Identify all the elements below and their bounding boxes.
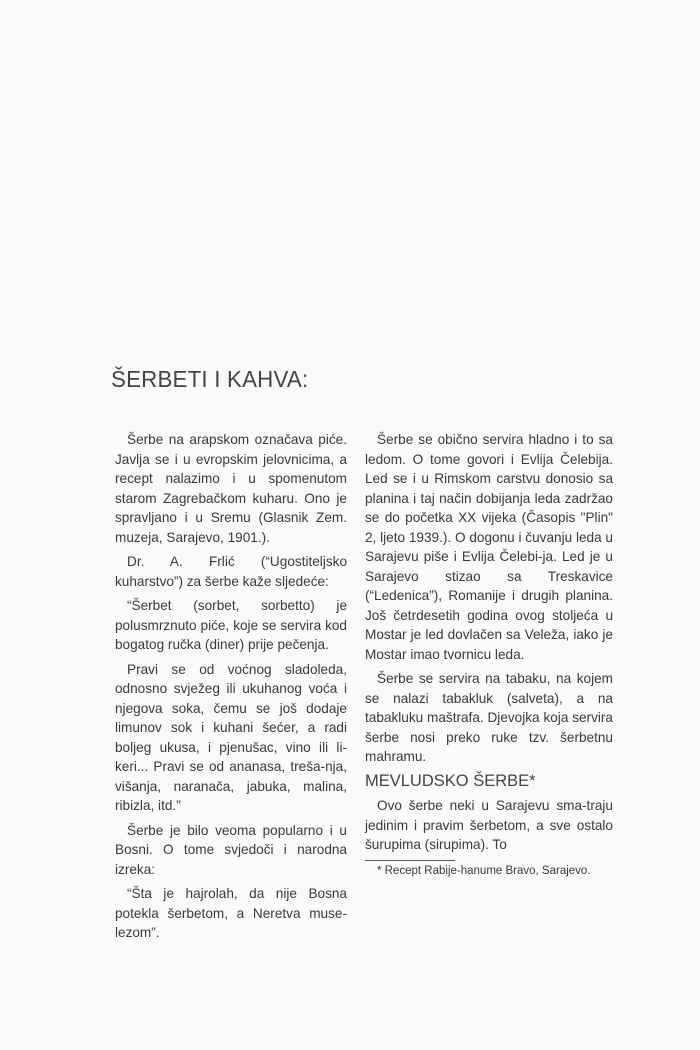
paragraph: Šerbe je bilo veoma popularno i u Bosni. O tome svjedoči i narodna izreka: xyxy=(115,822,347,877)
paragraph: Šerbe se servira na tabaku, na kojem se nalazi tabakluk (salveta), a na tabakluku maštrafa. Djevojka koja servira šerbe nosi preko ruke tzv. šerbetnu mahramu. xyxy=(365,671,613,764)
proverb-paragraph: “Šta je hajrolah, da nije Bosna potekla šerbetom, a Neretva muse-lezom”. xyxy=(115,886,347,940)
paragraph: Šerbe se obično servira hladno i to sa ledom. O tome govori i Evlija Čelebija. Led se i u Rimskom carstvu donosio sa planina i taj način dobijanja leda zadržao se do početka XX vijeka (Časopis "Plin" 2, ljeto 1939.). O dogonu i čuvanju leda u Sarajevu piše i Evlija Čelebi-ja. Led je u Sarajevo stizao sa Treskavice (“Ledenica”), Romanije i drugih planina. Još četrdesetih godina ovog stoljeća u Mostar je led dovlačen sa Veleža, iako je Mostar imao tvornicu leda. xyxy=(365,432,613,662)
quote-paragraph: “Šerbet (sorbet, sorbetto) je polusmrznuto piće, koje se servira kod bogatog ručka (diner) prije pečenja. xyxy=(115,598,347,652)
paragraph: Ovo šerbe neki u Sarajevu sma-traju jedinim i pravim šerbetom, a sve ostalo šurupima (sirupima). To xyxy=(365,798,613,852)
section-title: ŠERBETI I KAHVA: xyxy=(111,366,309,392)
footnote: * Recept Rabije-hanume Bravo, Sarajevo. xyxy=(377,864,591,877)
paragraph: Šerbe na arapskom označava piće. Javlja se i u evropskim jelovnicima, a recept nalazimo i u spomenutom starom Zagrebačkom kuharu. Ono je spravljano i u Sremu (Glasnik Zem. muzeja, Sarajevo, 1901.). xyxy=(115,432,347,545)
subheading: MEVLUDSKO ŠERBE* xyxy=(365,771,536,790)
quote-paragraph: Pravi se od voćnog sladoleda, odnosno svježeg ili ukuhanog voća i njegova soka, čemu se još dodaje limunov sok i kuhani šećer, a radi boljeg ukusa, i pjenušac, vino ili li-keri... Pravi se od ananasa, treša-nja, višanja, naranača, jabuka, malina, ribizla, itd.” xyxy=(115,661,347,813)
right-column xyxy=(365,430,613,884)
paragraph: Dr. A. Frlić (“Ugostiteljsko kuharstvo”) za šerbe kaže sljedeće: xyxy=(115,554,347,589)
left-column xyxy=(115,430,347,948)
footnote-divider xyxy=(365,860,455,861)
